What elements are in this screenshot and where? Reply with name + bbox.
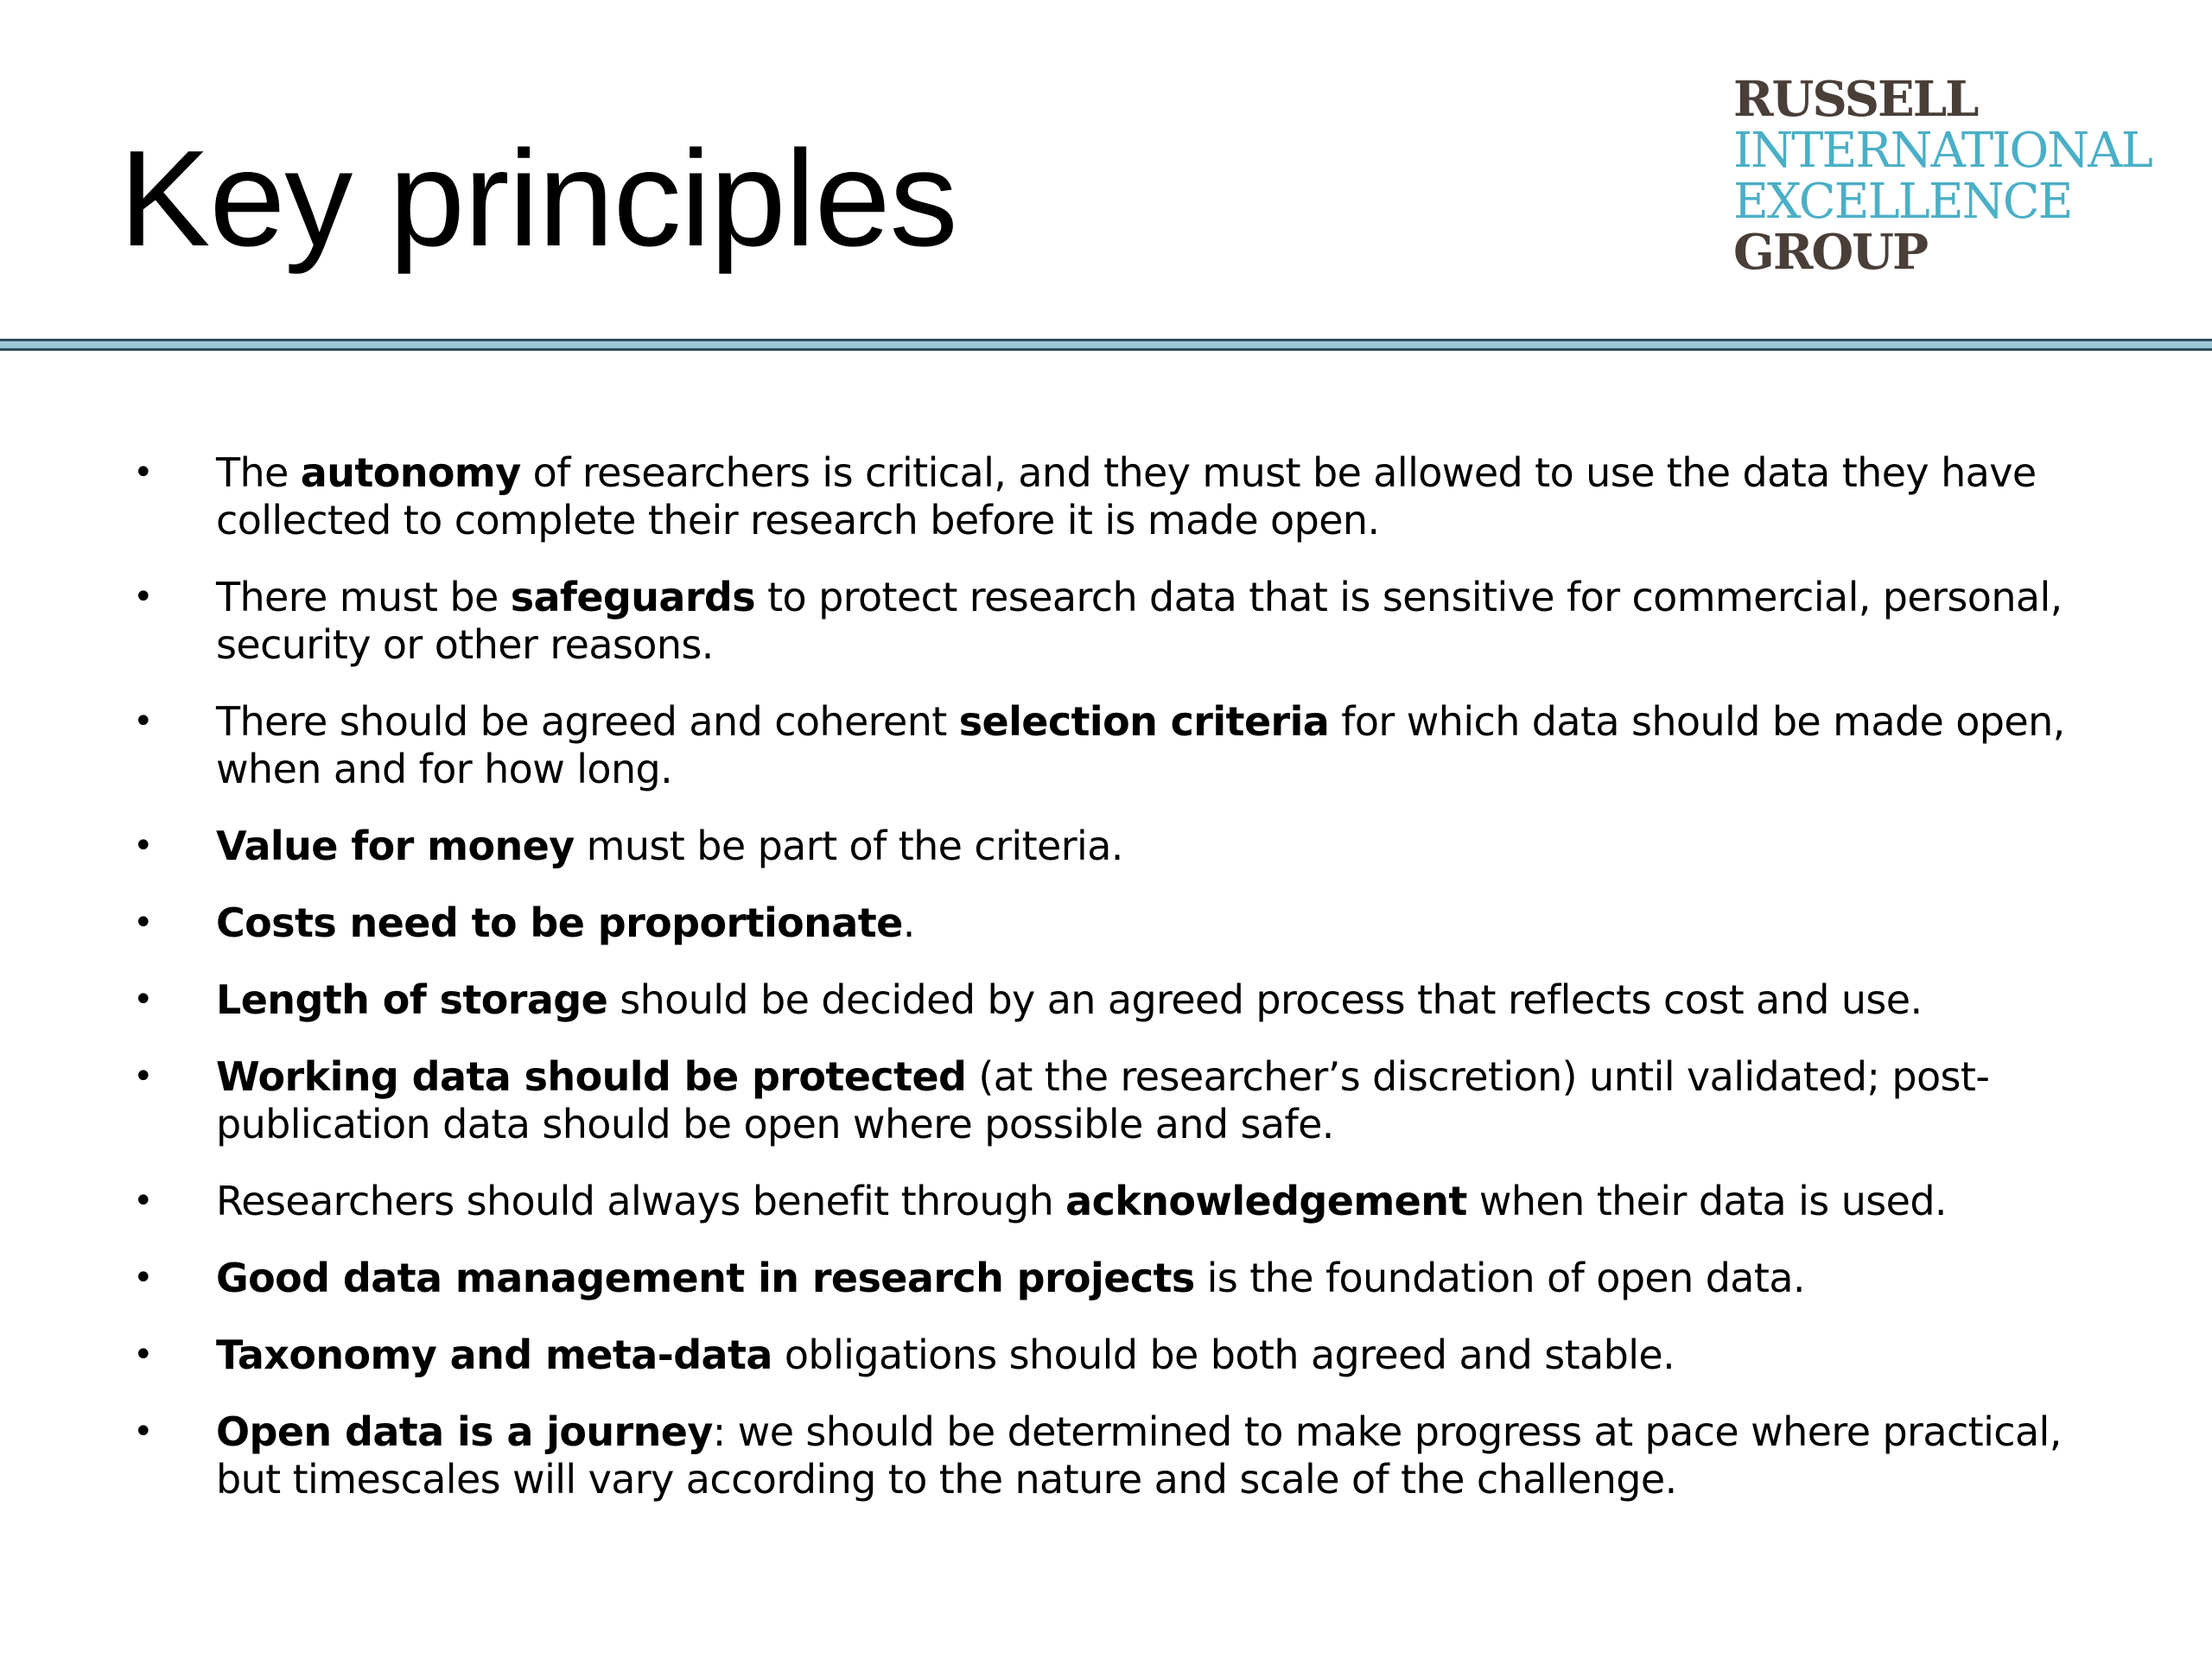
bullet-text-plain: Researchers should always benefit through bbox=[216, 1178, 1066, 1224]
list-item bbox=[133, 1178, 2100, 1225]
bullet-text-plain: to protect research data that is sensitive for commercial, personal, security or other reasons. bbox=[216, 574, 2063, 668]
logo-line-excellence: EXCELLENCE bbox=[1733, 174, 2072, 230]
bullet-icon: • bbox=[133, 980, 153, 1020]
bullet-icon: • bbox=[133, 903, 153, 943]
bullet-icon: • bbox=[133, 453, 153, 493]
bullet-text-plain: : we should be determined to make progress at pace where practical, but timescales will vary according to the nature and scale of the challenge. bbox=[216, 1408, 2062, 1503]
list-item bbox=[133, 574, 2100, 669]
bullet-text-plain: obligations should be both agreed and stable. bbox=[772, 1332, 1675, 1378]
bullet-text-plain: The bbox=[216, 449, 301, 496]
bullet-text-plain: . bbox=[902, 899, 915, 946]
bullet-icon: • bbox=[133, 1057, 153, 1096]
bullet-icon: • bbox=[133, 702, 153, 741]
logo-line-group: GROUP bbox=[1733, 224, 1928, 281]
list-item bbox=[133, 823, 2100, 870]
list-item bbox=[133, 1332, 2100, 1379]
list-item bbox=[133, 1255, 2100, 1302]
bullet-text-bold: safeguards bbox=[510, 574, 756, 620]
bullet-text-bold: Open data is a journey bbox=[216, 1408, 713, 1455]
bullet-text-plain: There must be bbox=[216, 574, 511, 620]
list-item bbox=[133, 449, 2100, 544]
list-item bbox=[133, 1408, 2100, 1503]
bullet-text-bold: Costs need to be proportionate bbox=[216, 899, 903, 946]
bullet-text-bold: selection criteria bbox=[958, 698, 1330, 745]
bullet-text-bold: acknowledgement bbox=[1065, 1178, 1467, 1224]
bullet-text-bold: Good data management in research projects bbox=[216, 1255, 1195, 1301]
bullet-text-bold: autonomy bbox=[300, 449, 521, 496]
bullet-text-bold: Taxonomy and meta-data bbox=[216, 1332, 772, 1378]
header-divider bbox=[0, 339, 2212, 351]
list-item bbox=[133, 1053, 2100, 1148]
logo-line-russell: RUSSELL bbox=[1733, 71, 1978, 128]
bullet-text-plain: when their data is used. bbox=[1466, 1178, 1947, 1224]
russell-group-logo bbox=[1733, 71, 2152, 281]
bullet-text-plain: is the foundation of open data. bbox=[1194, 1255, 1805, 1301]
bullet-text-plain: There should be agreed and coherent bbox=[216, 698, 959, 745]
bullet-icon: • bbox=[133, 1181, 153, 1221]
bullet-icon: • bbox=[133, 1412, 153, 1452]
bullet-text-plain: for which data should be made open, when and for how long. bbox=[216, 698, 2065, 792]
list-item bbox=[133, 698, 2100, 793]
list-item bbox=[133, 976, 2100, 1024]
bullet-text-plain: of researchers is critical, and they must be allowed to use the data they have collected to complete their research before it is made open. bbox=[216, 449, 2037, 543]
bullet-text-bold: Working data should be protected bbox=[216, 1053, 967, 1100]
principles-list bbox=[133, 449, 2100, 1533]
bullet-text-plain: (at the researcher’s discretion) until validated; post-publication data should be open where possible and safe. bbox=[216, 1053, 1990, 1147]
bullet-text-plain: must be part of the criteria. bbox=[574, 823, 1123, 869]
bullet-text-bold: Length of storage bbox=[216, 976, 608, 1023]
bullet-icon: • bbox=[133, 577, 153, 617]
bullet-icon: • bbox=[133, 1335, 153, 1375]
logo-line-international: INTERNATIONAL bbox=[1733, 123, 2152, 179]
slide-title: Key principles bbox=[119, 123, 957, 275]
list-item bbox=[133, 899, 2100, 947]
bullet-text-plain: should be decided by an agreed process that reflects cost and use. bbox=[607, 976, 1923, 1023]
bullet-icon: • bbox=[133, 826, 153, 866]
bullet-icon: • bbox=[133, 1258, 153, 1298]
bullet-text-bold: Value for money bbox=[216, 823, 575, 869]
